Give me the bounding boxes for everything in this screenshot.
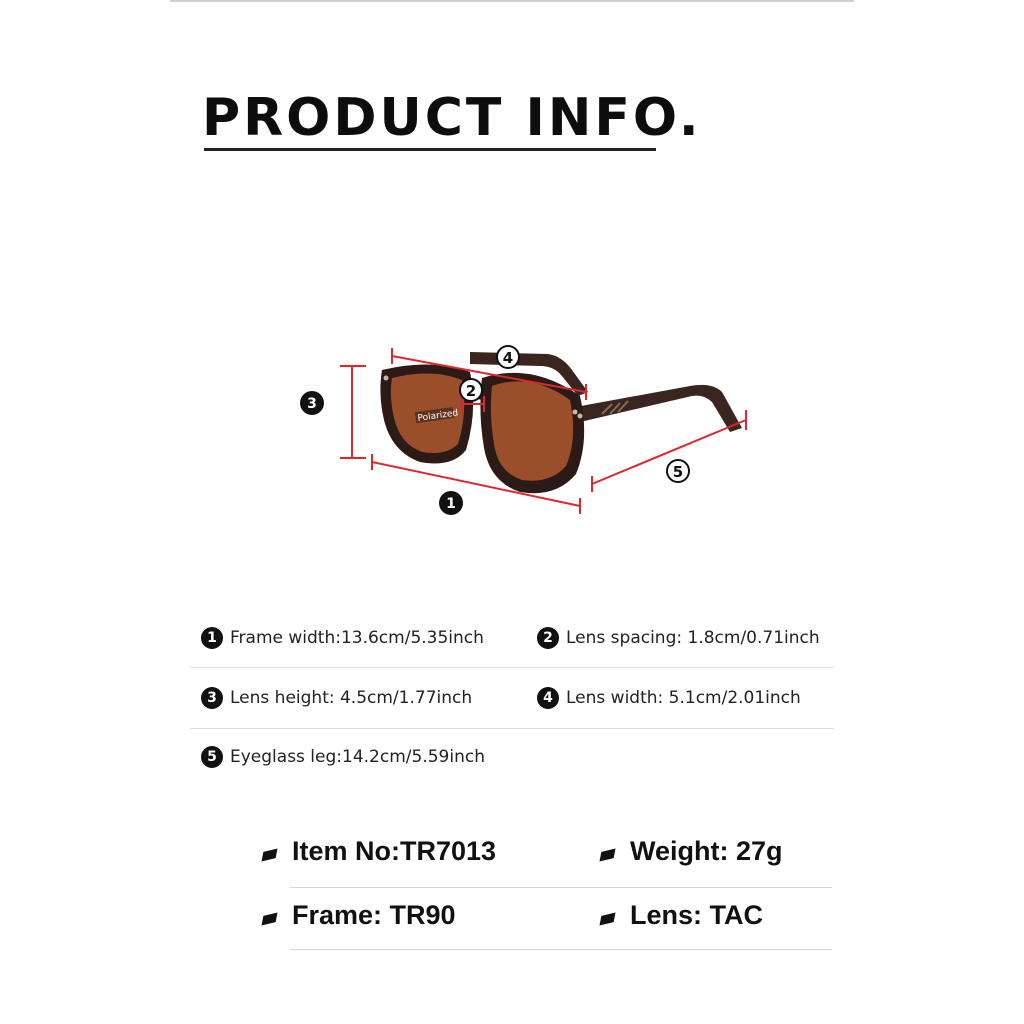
spec-text: Lens height: 4.5cm/1.77inch xyxy=(230,688,473,708)
marker-2-label: 2 xyxy=(465,382,477,400)
marker-5 xyxy=(667,460,689,482)
bullet-icon xyxy=(599,912,615,925)
info-lens-text: Lens: TAC xyxy=(630,900,763,930)
spec-divider xyxy=(190,728,834,729)
bullet-icon xyxy=(261,912,277,925)
info-frame-text: Frame: TR90 xyxy=(292,900,456,930)
spec-number-3: 3 xyxy=(201,687,223,709)
rivet xyxy=(573,410,578,415)
right-lens xyxy=(491,381,573,480)
info-frame xyxy=(263,900,456,931)
marker-3 xyxy=(300,391,324,415)
info-item-no xyxy=(263,836,496,867)
spec-eyeglass-leg xyxy=(201,746,485,768)
marker-4 xyxy=(497,346,519,368)
spec-divider xyxy=(190,667,834,668)
rivet xyxy=(384,376,389,381)
spec-text: Lens width: 5.1cm/2.01inch xyxy=(566,688,801,708)
near-temple-arm xyxy=(570,385,742,432)
measure-lens-height xyxy=(340,366,366,458)
spec-lens-spacing xyxy=(537,627,820,649)
marker-5-label: 5 xyxy=(672,463,684,481)
info-weight xyxy=(601,836,783,867)
marker-1-label: 1 xyxy=(446,496,456,512)
marker-4-label: 4 xyxy=(502,349,514,367)
info-divider xyxy=(290,949,832,950)
info-item-no-text: Item No:TR7013 xyxy=(292,836,497,866)
rivet xyxy=(578,414,583,419)
info-weight-text: Weight: 27g xyxy=(630,836,783,866)
spec-number-2: 2 xyxy=(537,627,559,649)
spec-lens-height xyxy=(201,687,472,709)
measure-eyeglass-leg xyxy=(592,410,746,492)
bullet-icon xyxy=(261,848,277,861)
spec-number-5: 5 xyxy=(201,746,223,768)
info-divider xyxy=(290,887,832,888)
marker-2 xyxy=(460,379,482,401)
polarized-text: Polarized xyxy=(417,408,459,424)
spec-text: Eyeglass leg:14.2cm/5.59inch xyxy=(230,747,485,767)
spec-lens-width xyxy=(537,687,801,709)
marker-1 xyxy=(439,491,463,515)
spec-frame-width xyxy=(201,627,484,649)
bullet-icon xyxy=(599,848,615,861)
marker-3-label: 3 xyxy=(307,396,317,412)
spec-number-4: 4 xyxy=(537,687,559,709)
spec-text: Lens spacing: 1.8cm/0.71inch xyxy=(566,628,820,648)
info-lens xyxy=(601,900,763,931)
spec-text: Frame width:13.6cm/5.35inch xyxy=(230,628,484,648)
spec-number-1: 1 xyxy=(201,627,223,649)
page-title: PRODUCT INFO. xyxy=(202,88,702,148)
